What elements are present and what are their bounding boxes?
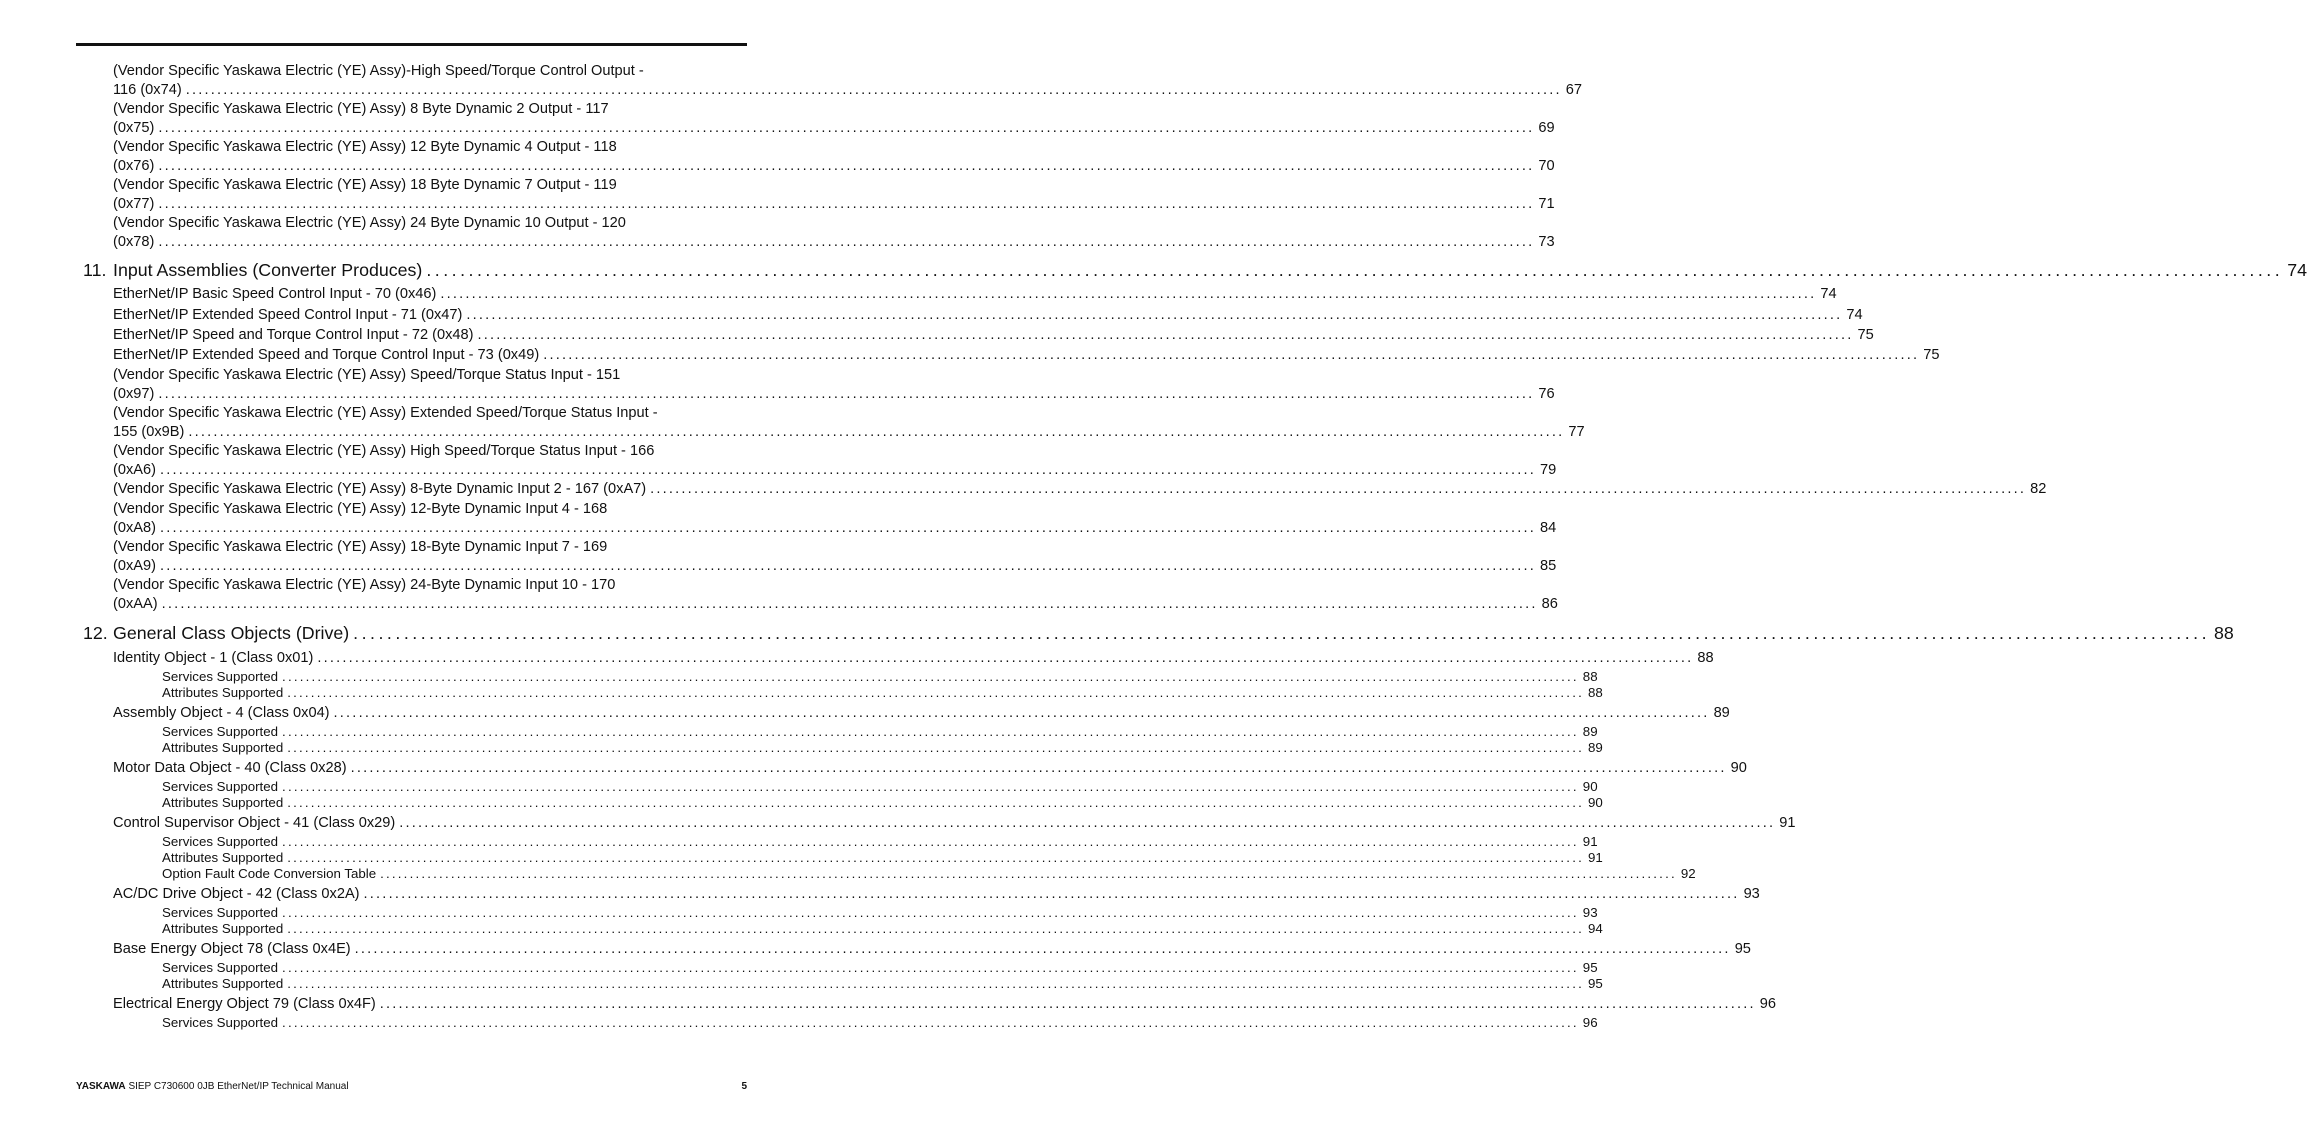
toc-page-number: 88 <box>1582 669 1598 684</box>
toc-section[interactable] <box>113 885 1760 904</box>
toc-chapter-11[interactable] <box>83 259 2307 281</box>
toc-entry-text: (Vendor Specific Yaskawa Electric (YE) Assy) 18 Byte Dynamic 7 Output - 119 <box>113 177 617 193</box>
page-number: 5 <box>741 1081 747 1092</box>
dot-leader: ............................................................................................................................................................................................................................ <box>353 623 2211 643</box>
footer-brand: YASKAWA <box>76 1081 126 1092</box>
toc-page-number: 96 <box>1582 1015 1598 1030</box>
toc-subsection[interactable] <box>162 866 1696 882</box>
toc-entry[interactable] <box>113 366 1555 404</box>
toc-page-number: 94 <box>1587 921 1603 936</box>
toc-entry-text: Services Supported <box>162 834 279 849</box>
toc-page-number: 70 <box>1538 158 1555 174</box>
toc-entry-text: (Vendor Specific Yaskawa Electric (YE) Assy) 8 Byte Dynamic 2 Output - 117 <box>113 101 609 117</box>
toc-entry-text: Attributes Supported <box>162 740 284 755</box>
toc-entry-text: EtherNet/IP Basic Speed Control Input - 70 (0x46) <box>113 286 437 302</box>
toc-subsection[interactable] <box>162 779 1598 795</box>
toc-entry-text: EtherNet/IP Extended Speed Control Input - 71 (0x47) <box>113 307 463 323</box>
toc-entry-text: (Vendor Specific Yaskawa Electric (YE) Assy)-High Speed/Torque Control Output - <box>113 63 644 79</box>
toc-section[interactable] <box>113 704 1730 723</box>
toc-entry-text: (0x75) <box>113 120 155 136</box>
toc-subsection[interactable] <box>162 740 1603 756</box>
toc-page-number: 75 <box>1923 347 1940 363</box>
dot-leader: ............................................................................................................................................................................................................................ <box>650 481 2027 497</box>
toc-entry[interactable] <box>113 404 1585 442</box>
toc-page-number: 91 <box>1779 815 1796 831</box>
dot-leader: ............................................................................................................................................................................................................................ <box>426 260 2284 280</box>
toc-page-number: 93 <box>1582 905 1598 920</box>
toc-entry[interactable] <box>113 576 1558 614</box>
footer-doc-info <box>76 1081 349 1093</box>
dot-leader: ............................................................................................................................................................................................................................ <box>287 850 1584 865</box>
toc-entry-text: Services Supported <box>162 1015 279 1030</box>
dot-leader: ............................................................................................................................................................................................................................ <box>477 327 1854 343</box>
toc-section[interactable] <box>113 995 1777 1014</box>
dot-leader: ............................................................................................................................................................................................................................ <box>282 1015 1579 1030</box>
toc-page-number: 86 <box>1541 596 1558 612</box>
dot-leader: ............................................................................................................................................................................................................................ <box>282 779 1579 794</box>
toc-subsection[interactable] <box>162 921 1603 937</box>
toc-page-number: 88 <box>1697 650 1714 666</box>
toc-entry-text: Attributes Supported <box>162 921 284 936</box>
toc-entry-text: EtherNet/IP Speed and Torque Control Input - 72 (0x48) <box>113 327 474 343</box>
dot-leader: ............................................................................................................................................................................................................................ <box>543 347 1920 363</box>
toc-page-number: 74 <box>1846 307 1863 323</box>
toc-entry-text: (0x78) <box>113 234 155 250</box>
toc-page-number: 90 <box>1582 779 1598 794</box>
page-footer <box>76 1081 747 1093</box>
toc-subsection[interactable] <box>162 905 1598 921</box>
toc-page-number: 75 <box>1857 327 1874 343</box>
toc-page-number: 96 <box>1759 996 1777 1012</box>
dot-leader: ............................................................................................................................................................................................................................ <box>282 669 1579 684</box>
dot-leader: ............................................................................................................................................................................................................................ <box>379 996 1756 1012</box>
toc-page-number: 85 <box>1540 558 1557 574</box>
dot-leader: ............................................................................................................................................................................................................................ <box>159 558 1536 574</box>
dot-leader: ............................................................................................................................................................................................................................ <box>287 795 1584 810</box>
toc-page-number: 95 <box>1734 941 1751 957</box>
toc-page-number: 91 <box>1582 834 1598 849</box>
dot-leader: ............................................................................................................................................................................................................................ <box>158 158 1535 174</box>
dot-leader: ............................................................................................................................................................................................................................ <box>380 866 1677 881</box>
toc-entry-text: Identity Object - 1 (Class 0x01) <box>113 650 314 666</box>
toc-entry-text: Attributes Supported <box>162 850 284 865</box>
toc-page-number: 89 <box>1587 740 1603 755</box>
chapter-title: General Class Objects (Drive) <box>113 623 350 643</box>
toc-page-number: 82 <box>2030 481 2047 497</box>
dot-leader: ............................................................................................................................................................................................................................ <box>158 196 1535 212</box>
dot-leader: ............................................................................................................................................................................................................................ <box>188 424 1565 440</box>
toc-entry[interactable] <box>113 480 2047 499</box>
toc-entry[interactable] <box>113 176 1555 214</box>
toc-page-number: 79 <box>1540 462 1557 478</box>
toc-entry-text: (0x97) <box>113 386 155 402</box>
dot-leader: ............................................................................................................................................................................................................................ <box>282 905 1579 920</box>
toc-entry-text: Attributes Supported <box>162 685 284 700</box>
toc-page-number: 77 <box>1568 424 1585 440</box>
dot-leader: ............................................................................................................................................................................................................................ <box>282 724 1579 739</box>
dot-leader: ............................................................................................................................................................................................................................ <box>158 234 1535 250</box>
toc-entry-text: Control Supervisor Object - 41 (Class 0x29) <box>113 815 396 831</box>
toc-page-number: 73 <box>1538 234 1555 250</box>
dot-leader: ............................................................................................................................................................................................................................ <box>287 685 1584 700</box>
toc-page-number: 92 <box>1680 866 1696 881</box>
dot-leader: ............................................................................................................................................................................................................................ <box>363 886 1740 902</box>
header-rule <box>76 43 747 46</box>
toc-entry-text: (0xA8) <box>113 520 156 536</box>
toc-entry-text: (0xA9) <box>113 558 156 574</box>
dot-leader: ............................................................................................................................................................................................................................ <box>159 462 1536 478</box>
toc-entry-text: Services Supported <box>162 905 279 920</box>
toc-page-number: 93 <box>1743 886 1760 902</box>
toc-entry-text: Services Supported <box>162 960 279 975</box>
toc-entry-text: AC/DC Drive Object - 42 (Class 0x2A) <box>113 886 360 902</box>
toc-entry-text: (Vendor Specific Yaskawa Electric (YE) Assy) High Speed/Torque Status Input - 166 <box>113 443 655 459</box>
toc-section[interactable] <box>113 649 1714 668</box>
toc-page-number: 90 <box>1730 760 1747 776</box>
toc-page-number: 89 <box>1713 705 1730 721</box>
toc-entry[interactable] <box>113 214 1555 252</box>
toc-entry-text: Electrical Energy Object 79 (Class 0x4F) <box>113 996 376 1012</box>
dot-leader: ............................................................................................................................................................................................................................ <box>159 520 1536 536</box>
toc-entry[interactable] <box>113 100 1555 138</box>
toc-page-number: 69 <box>1538 120 1555 136</box>
toc-entry-text: Services Supported <box>162 669 279 684</box>
toc-section[interactable] <box>113 759 1747 778</box>
dot-leader: ............................................................................................................................................................................................................................ <box>158 120 1535 136</box>
toc-page-number: 88 <box>1587 685 1603 700</box>
dot-leader: ............................................................................................................................................................................................................................ <box>158 386 1535 402</box>
toc-subsection[interactable] <box>162 834 1598 850</box>
toc-entry-text: Attributes Supported <box>162 976 284 991</box>
toc-page-number: 90 <box>1587 795 1603 810</box>
toc-page-number: 71 <box>1538 196 1555 212</box>
toc-entry-text: EtherNet/IP Extended Speed and Torque Control Input - 73 (0x49) <box>113 347 540 363</box>
dot-leader: ............................................................................................................................................................................................................................ <box>287 976 1584 991</box>
toc-entry[interactable] <box>113 285 1837 304</box>
chapter-title: Input Assemblies (Converter Produces) <box>113 260 423 280</box>
toc-entry-text: (Vendor Specific Yaskawa Electric (YE) Assy) Extended Speed/Torque Status Input - <box>113 405 658 421</box>
toc-subsection[interactable] <box>162 685 1603 701</box>
toc-page-number: 95 <box>1582 960 1598 975</box>
toc-entry-text: (Vendor Specific Yaskawa Electric (YE) Assy) Speed/Torque Status Input - 151 <box>113 367 621 383</box>
toc-entry[interactable] <box>113 442 1557 480</box>
dot-leader: ............................................................................................................................................................................................................................ <box>282 960 1579 975</box>
dot-leader: ............................................................................................................................................................................................................................ <box>350 760 1727 776</box>
toc-chapter-12[interactable] <box>83 622 2234 644</box>
toc-entry-text: (0x76) <box>113 158 155 174</box>
toc-page-number: 95 <box>1587 976 1603 991</box>
toc-entry[interactable] <box>113 326 1874 345</box>
toc-entry-text: Option Fault Code Conversion Table <box>162 866 377 881</box>
toc-subsection[interactable] <box>162 960 1598 976</box>
toc-page-number: 91 <box>1587 850 1603 865</box>
toc-subsection[interactable] <box>162 795 1603 811</box>
toc-entry-text: 116 (0x74) <box>113 82 182 98</box>
toc-page-number: 74 <box>2287 260 2307 280</box>
dot-leader: ............................................................................................................................................................................................................................ <box>333 705 1710 721</box>
dot-leader: ............................................................................................................................................................................................................................ <box>287 921 1584 936</box>
toc-entry-text: (0xA6) <box>113 462 156 478</box>
dot-leader: ............................................................................................................................................................................................................................ <box>399 815 1776 831</box>
toc-entry[interactable] <box>113 500 1557 538</box>
toc-entry-text: (0xAA) <box>113 596 158 612</box>
toc-subsection[interactable] <box>162 850 1603 866</box>
toc-entry-text: (Vendor Specific Yaskawa Electric (YE) Assy) 12-Byte Dynamic Input 4 - 168 <box>113 501 608 517</box>
toc-entry-text: Services Supported <box>162 724 279 739</box>
toc-section[interactable] <box>113 814 1796 833</box>
chapter-number: 12. <box>83 623 108 643</box>
dot-leader: ............................................................................................................................................................................................................................ <box>440 286 1817 302</box>
toc-entry-text: (Vendor Specific Yaskawa Electric (YE) Assy) 18-Byte Dynamic Input 7 - 169 <box>113 539 608 555</box>
toc-page-number: 76 <box>1538 386 1555 402</box>
toc-entry-text: Base Energy Object 78 (Class 0x4E) <box>113 941 351 957</box>
toc-page-number: 84 <box>1540 520 1557 536</box>
toc-entry-text: Attributes Supported <box>162 795 284 810</box>
toc-entry-text: (Vendor Specific Yaskawa Electric (YE) Assy) 24-Byte Dynamic Input 10 - 170 <box>113 577 616 593</box>
toc-page-number: 67 <box>1565 82 1582 98</box>
toc-entry[interactable] <box>113 306 1863 325</box>
toc-page-number: 88 <box>2214 623 2234 643</box>
toc-entry[interactable] <box>113 538 1557 576</box>
toc-entry-text: Assembly Object - 4 (Class 0x04) <box>113 705 330 721</box>
dot-leader: ............................................................................................................................................................................................................................ <box>161 596 1538 612</box>
toc-entry-text: Motor Data Object - 40 (Class 0x28) <box>113 760 347 776</box>
footer-doc-title: SIEP C730600 0JB EtherNet/IP Technical Manual <box>128 1081 349 1092</box>
dot-leader: ............................................................................................................................................................................................................................ <box>354 941 1731 957</box>
chapter-number: 11. <box>83 260 107 280</box>
toc-entry-text: Services Supported <box>162 779 279 794</box>
toc-page-number: 89 <box>1582 724 1598 739</box>
toc-subsection[interactable] <box>162 976 1603 992</box>
toc-entry-text: (Vendor Specific Yaskawa Electric (YE) Assy) 12 Byte Dynamic 4 Output - 118 <box>113 139 617 155</box>
toc-entry[interactable] <box>113 62 1582 100</box>
dot-leader: ............................................................................................................................................................................................................................ <box>287 740 1584 755</box>
dot-leader: ............................................................................................................................................................................................................................ <box>466 307 1843 323</box>
toc-entry-text: (Vendor Specific Yaskawa Electric (YE) Assy) 8-Byte Dynamic Input 2 - 167 (0xA7) <box>113 481 647 497</box>
toc-subsection[interactable] <box>162 724 1598 740</box>
toc-entry[interactable] <box>113 346 1940 365</box>
toc-page-number: 74 <box>1820 286 1837 302</box>
toc-section[interactable] <box>113 940 1751 959</box>
toc-entry-text: (0x77) <box>113 196 155 212</box>
dot-leader: ............................................................................................................................................................................................................................ <box>282 834 1579 849</box>
toc-subsection[interactable] <box>162 1015 1598 1031</box>
toc-entry-text: 155 (0x9B) <box>113 424 185 440</box>
dot-leader: ............................................................................................................................................................................................................................ <box>185 82 1562 98</box>
toc-entry[interactable] <box>113 138 1555 176</box>
toc-entry-text: (Vendor Specific Yaskawa Electric (YE) Assy) 24 Byte Dynamic 10 Output - 120 <box>113 215 626 231</box>
toc-subsection[interactable] <box>162 669 1598 685</box>
dot-leader: ............................................................................................................................................................................................................................ <box>317 650 1694 666</box>
